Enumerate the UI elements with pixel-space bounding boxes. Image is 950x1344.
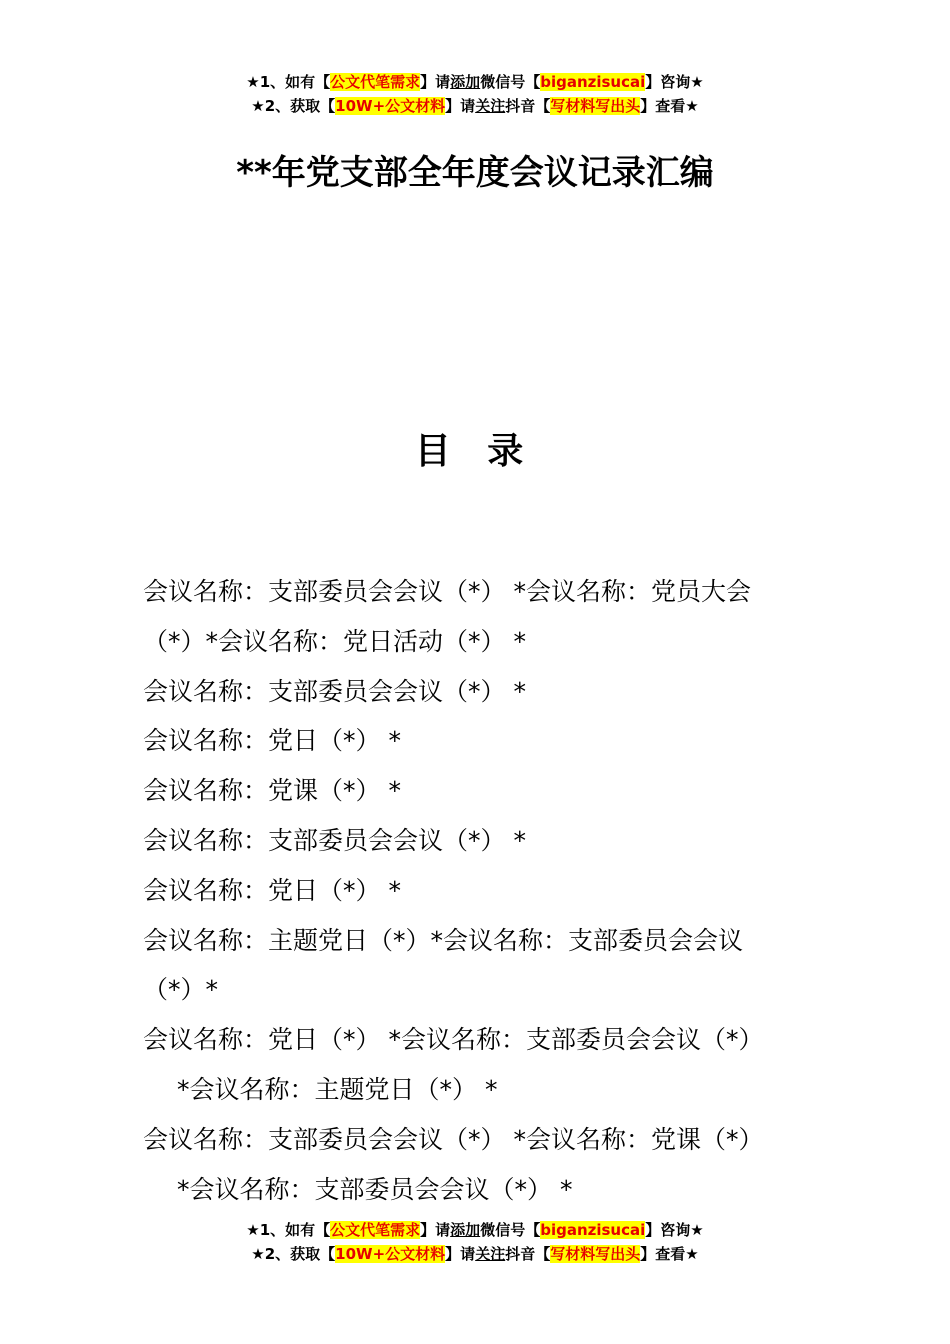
toc-line: 会议名称：党日（*） * xyxy=(143,875,401,905)
underlined-text: 添加 xyxy=(450,1221,481,1239)
star-icon: ★ xyxy=(685,1245,699,1263)
star-icon: ★ xyxy=(251,97,265,115)
table-of-contents xyxy=(143,567,813,1214)
banner-line-2 xyxy=(0,94,950,118)
douyin-id: 写材料写出头 xyxy=(550,1245,641,1263)
banner-text: 抖音【 xyxy=(505,97,551,115)
toc-line: 会议名称：党日（*） *会议名称：支部委员会会议（*） xyxy=(143,1025,764,1055)
underlined-text: 关注 xyxy=(475,1245,506,1263)
banner-line-1 xyxy=(0,1218,950,1242)
banner-text: 抖音【 xyxy=(505,1245,551,1263)
underlined-text: 关注 xyxy=(475,97,506,115)
banner-text: 1、如有【 xyxy=(259,1221,331,1239)
banner-text: 2、获取【 xyxy=(264,1245,336,1263)
banner-text: 】咨询 xyxy=(645,73,691,91)
wechat-id: biganzisucai xyxy=(540,73,646,91)
document-title: **年党支部全年度会议记录汇编 xyxy=(236,153,714,193)
star-icon: ★ xyxy=(246,73,260,91)
banner-text: 】请 xyxy=(445,97,476,115)
banner-text: 】查看 xyxy=(640,1245,686,1263)
toc-line: *会议名称：主题党日（*） * xyxy=(177,1074,498,1104)
star-icon: ★ xyxy=(246,1221,260,1239)
toc-line: （*）* xyxy=(143,975,219,1005)
bottom-banner xyxy=(0,1218,950,1266)
star-icon: ★ xyxy=(685,97,699,115)
banner-text: 】请 xyxy=(445,1245,476,1263)
banner-text: 】查看 xyxy=(640,97,686,115)
highlight-text: 公文代笔需求 xyxy=(330,73,421,91)
highlight-text: 公文代笔需求 xyxy=(330,1221,421,1239)
toc-line: 会议名称：党日（*） * xyxy=(143,726,401,756)
toc-line: 会议名称：党课（*） * xyxy=(143,776,401,806)
star-icon: ★ xyxy=(690,73,704,91)
toc-line: *会议名称：支部委员会会议（*） * xyxy=(177,1174,573,1204)
banner-text: 1、如有【 xyxy=(259,73,331,91)
banner-text: 微信号【 xyxy=(480,73,541,91)
wechat-id: biganzisucai xyxy=(540,1221,646,1239)
star-icon: ★ xyxy=(690,1221,704,1239)
highlight-text: 10W+公文材料 xyxy=(335,97,446,115)
banner-line-2 xyxy=(0,1242,950,1266)
banner-text: 】请 xyxy=(420,1221,451,1239)
star-icon: ★ xyxy=(251,1245,265,1263)
toc-line: 会议名称：支部委员会会议（*） * xyxy=(143,676,526,706)
toc-line: 会议名称：主题党日（*）*会议名称：支部委员会会议 xyxy=(143,925,744,955)
highlight-text: 10W+公文材料 xyxy=(335,1245,446,1263)
banner-text: 微信号【 xyxy=(480,1221,541,1239)
toc-heading: 目 录 xyxy=(414,431,536,472)
top-banner xyxy=(0,70,950,118)
toc-line: 会议名称：支部委员会会议（*） *会议名称：党课（*） xyxy=(143,1124,764,1154)
toc-line: （*）*会议名称：党日活动（*） * xyxy=(143,626,526,656)
underlined-text: 添加 xyxy=(450,73,481,91)
douyin-id: 写材料写出头 xyxy=(550,97,641,115)
banner-text: 2、获取【 xyxy=(264,97,336,115)
banner-text: 】请 xyxy=(420,73,451,91)
toc-line: 会议名称：支部委员会会议（*） * xyxy=(143,825,526,855)
banner-line-1 xyxy=(0,70,950,94)
banner-text: 】咨询 xyxy=(645,1221,691,1239)
toc-line: 会议名称：支部委员会会议（*） *会议名称：党员大会 xyxy=(143,577,751,606)
